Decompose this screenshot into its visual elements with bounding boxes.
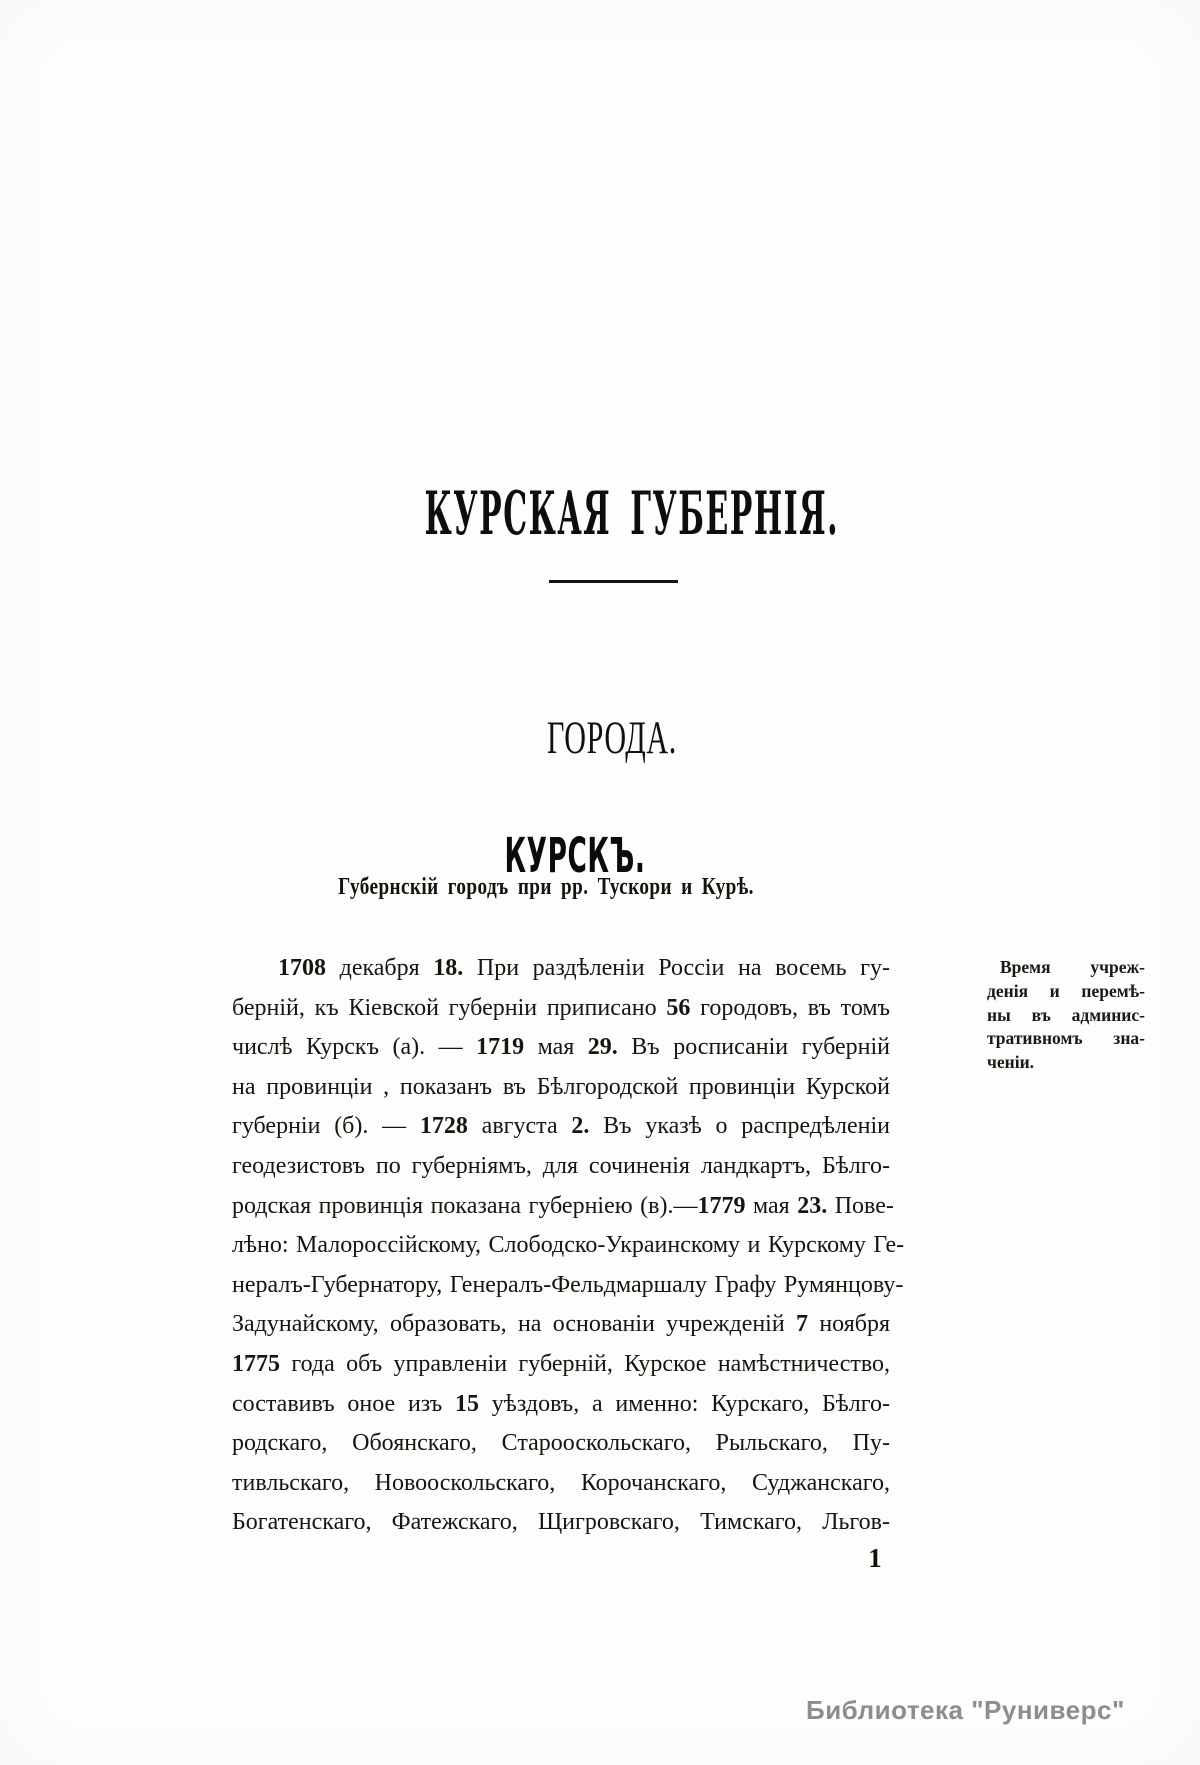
text-segment: уѣздовъ, а именно: Курскаго, Бѣлго- xyxy=(479,1390,890,1417)
text-segment: мая xyxy=(745,1192,798,1219)
date-figure: 1728 xyxy=(419,1113,468,1140)
text-segment: Въ указѣ о распредѣленіи xyxy=(589,1113,891,1140)
date-figure: 15 xyxy=(455,1390,480,1417)
body-text-line xyxy=(232,1345,890,1385)
text-segment: декабря xyxy=(326,955,434,981)
body-text-line xyxy=(232,1464,890,1504)
body-text-line xyxy=(232,1424,890,1464)
library-watermark: Библиотека "Руниверс" xyxy=(806,1695,1125,1725)
text-segment: ноября xyxy=(808,1311,890,1338)
body-text-line xyxy=(232,1028,890,1068)
body-text-line xyxy=(232,1107,890,1147)
section-heading-cities: ГОРОДА. xyxy=(547,712,677,764)
text-segment: городовъ, въ томъ xyxy=(690,994,890,1021)
date-figure: 1779 xyxy=(697,1192,746,1219)
text-segment: геодезистовъ по губерніямъ, для сочиненія ландкартъ, Бѣлго- xyxy=(232,1152,890,1179)
date-figure: 7 xyxy=(796,1311,809,1338)
body-text-line xyxy=(232,1068,890,1108)
text-segment: лѣно: Малороссійскому, Слободско-Украинскому и Курскому Ге- xyxy=(232,1232,905,1259)
body-text-line xyxy=(232,1187,894,1227)
text-segment: тивльскаго, Новооскольскаго, Корочанскаго, Суджанскаго, xyxy=(232,1469,890,1496)
page-title: КУРСКАЯ ГУБЕРНІЯ. xyxy=(424,479,840,550)
text-segment: родская провинція показана губерніею (в).— xyxy=(232,1192,698,1219)
margin-note-line: ны въ админис- xyxy=(987,1004,1145,1025)
body-text-line xyxy=(232,1503,890,1543)
date-figure: 29. xyxy=(587,1034,618,1061)
text-segment: Пове- xyxy=(827,1192,894,1219)
text-segment: губерніи (б). — xyxy=(232,1113,420,1140)
body-text-line xyxy=(232,1305,890,1345)
date-figure: 23. xyxy=(797,1192,828,1219)
text-segment: Богатенскаго, Фатежскаго, Щигровскаго, Тимскаго, Льгов- xyxy=(232,1509,890,1536)
text-segment: берній, къ Кіевской губерніи приписано xyxy=(232,994,667,1021)
text-segment: При раздѣленіи Россіи на восемь гу- xyxy=(463,955,891,981)
text-segment: Въ росписаніи губерній xyxy=(617,1034,890,1061)
city-heading-kursk: КУРСКЪ. xyxy=(504,828,646,884)
body-text-line xyxy=(232,949,890,989)
margin-note-line: ченіи. xyxy=(987,1052,1035,1073)
body-text-line xyxy=(232,1385,890,1425)
section-divider-rule xyxy=(549,580,678,583)
body-paragraph xyxy=(232,949,905,1543)
body-text-line xyxy=(232,1226,905,1266)
margin-note-line: денія и перемѣ- xyxy=(987,980,1145,1001)
date-figure: 2. xyxy=(571,1113,590,1140)
date-figure: 56 xyxy=(666,994,691,1021)
text-segment: мая xyxy=(524,1034,588,1061)
text-segment: родскаго, Обоянскаго, Старооскольскаго, Рыльскаго, Пу- xyxy=(232,1430,890,1457)
date-figure: 1708 xyxy=(278,955,326,981)
signature-number: 1 xyxy=(868,1543,882,1573)
text-segment: года объ управленіи губерній, Курское намѣстничество, xyxy=(280,1350,890,1377)
city-subtitle: Губернскій городъ при рр. Тускори и Курѣ. xyxy=(338,874,754,900)
text-segment: составивъ оное изъ xyxy=(232,1390,456,1417)
margin-note-line: тративномъ зна- xyxy=(987,1028,1145,1049)
date-figure: 18. xyxy=(433,955,464,981)
text-segment: августа xyxy=(467,1113,572,1140)
margin-note xyxy=(987,956,1145,1075)
body-text-line xyxy=(232,1266,904,1306)
body-text-line xyxy=(232,1147,890,1187)
date-figure: 1775 xyxy=(232,1350,280,1377)
text-segment: Задунайскому, образовать, на основаніи учрежденій xyxy=(232,1311,797,1338)
text-segment: числѣ Курскъ (а). — xyxy=(232,1034,477,1061)
margin-note-line: Время учреж- xyxy=(1000,957,1145,977)
text-segment: нералъ-Губернатору, Генералъ-Фельдмаршалу Графу Румянцову- xyxy=(232,1271,904,1298)
text-segment: на провинціи , показанъ въ Бѣлгородской провинціи Курской xyxy=(232,1073,890,1100)
body-text-line xyxy=(232,989,890,1029)
date-figure: 1719 xyxy=(476,1034,525,1061)
